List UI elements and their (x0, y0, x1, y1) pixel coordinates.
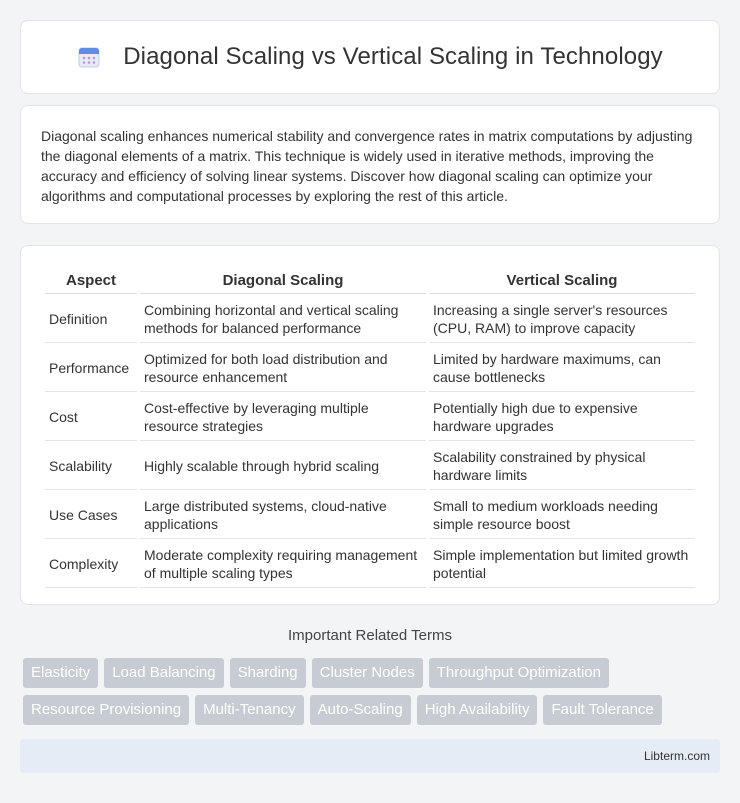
cell-aspect: Performance (45, 345, 137, 392)
cell-diagonal: Combining horizontal and vertical scaling methods for balanced performance (140, 296, 426, 343)
table-row (45, 492, 695, 539)
cell-diagonal: Moderate complexity requiring management of multiple scaling types (140, 541, 426, 588)
tag-multi-tenancy[interactable]: Multi-Tenancy (195, 695, 304, 725)
cell-aspect: Definition (45, 296, 137, 343)
cell-aspect: Cost (45, 394, 137, 441)
cell-diagonal: Optimized for both load distribution and resource enhancement (140, 345, 426, 392)
tag-resource-provisioning[interactable]: Resource Provisioning (23, 695, 189, 725)
cell-diagonal: Large distributed systems, cloud-native applications (140, 492, 426, 539)
cell-aspect: Use Cases (45, 492, 137, 539)
tag-sharding[interactable]: Sharding (230, 658, 306, 688)
tag-throughput-optimization[interactable]: Throughput Optimization (429, 658, 609, 688)
intro-text: Diagonal scaling enhances numerical stability and convergence rates in matrix computations by adjusting the diagonal elements of a matrix. This technique is widely used in iterative methods, improving the accuracy and efficiency of solving linear systems. Discover how diagonal scaling can optimize your algorithms and computational processes by exploring the rest of this article. (41, 128, 693, 204)
cell-diagonal: Highly scalable through hybrid scaling (140, 443, 426, 490)
intro-card (20, 105, 720, 224)
page-title: Diagonal Scaling vs Vertical Scaling in Technology (123, 43, 663, 70)
tag-load-balancing[interactable]: Load Balancing (104, 658, 223, 688)
table-row (45, 541, 695, 588)
title-card (20, 20, 720, 94)
footer-site-link[interactable]: Libterm.com (643, 749, 710, 763)
table-row (45, 345, 695, 392)
header-diagonal: Diagonal Scaling (140, 268, 426, 294)
cell-vertical: Simple implementation but limited growth potential (429, 541, 695, 588)
cell-vertical: Small to medium workloads needing simple resource boost (429, 492, 695, 539)
cell-vertical: Potentially high due to expensive hardware upgrades (429, 394, 695, 441)
related-tags (23, 658, 723, 725)
cell-aspect: Complexity (45, 541, 137, 588)
table-row (45, 394, 695, 441)
related-terms-title: Important Related Terms (288, 627, 452, 644)
tag-elasticity[interactable]: Elasticity (23, 658, 98, 688)
tag-fault-tolerance[interactable]: Fault Tolerance (543, 695, 661, 725)
header-vertical: Vertical Scaling (429, 268, 695, 294)
tag-auto-scaling[interactable]: Auto-Scaling (310, 695, 411, 725)
cell-aspect: Scalability (45, 443, 137, 490)
footer (20, 739, 720, 773)
comparison-card (20, 245, 720, 605)
cell-diagonal: Cost-effective by leveraging multiple resource strategies (140, 394, 426, 441)
cell-vertical: Increasing a single server's resources (CPU, RAM) to improve capacity (429, 296, 695, 343)
table-row (45, 296, 695, 343)
table-header-row (45, 268, 695, 294)
header-aspect: Aspect (45, 268, 137, 294)
tag-high-availability[interactable]: High Availability (417, 695, 538, 725)
cell-vertical: Limited by hardware maximums, can cause bottlenecks (429, 345, 695, 392)
calendar-icon (77, 45, 101, 69)
comparison-table (42, 266, 698, 590)
cell-vertical: Scalability constrained by physical hardware limits (429, 443, 695, 490)
tag-cluster-nodes[interactable]: Cluster Nodes (312, 658, 423, 688)
table-row (45, 443, 695, 490)
